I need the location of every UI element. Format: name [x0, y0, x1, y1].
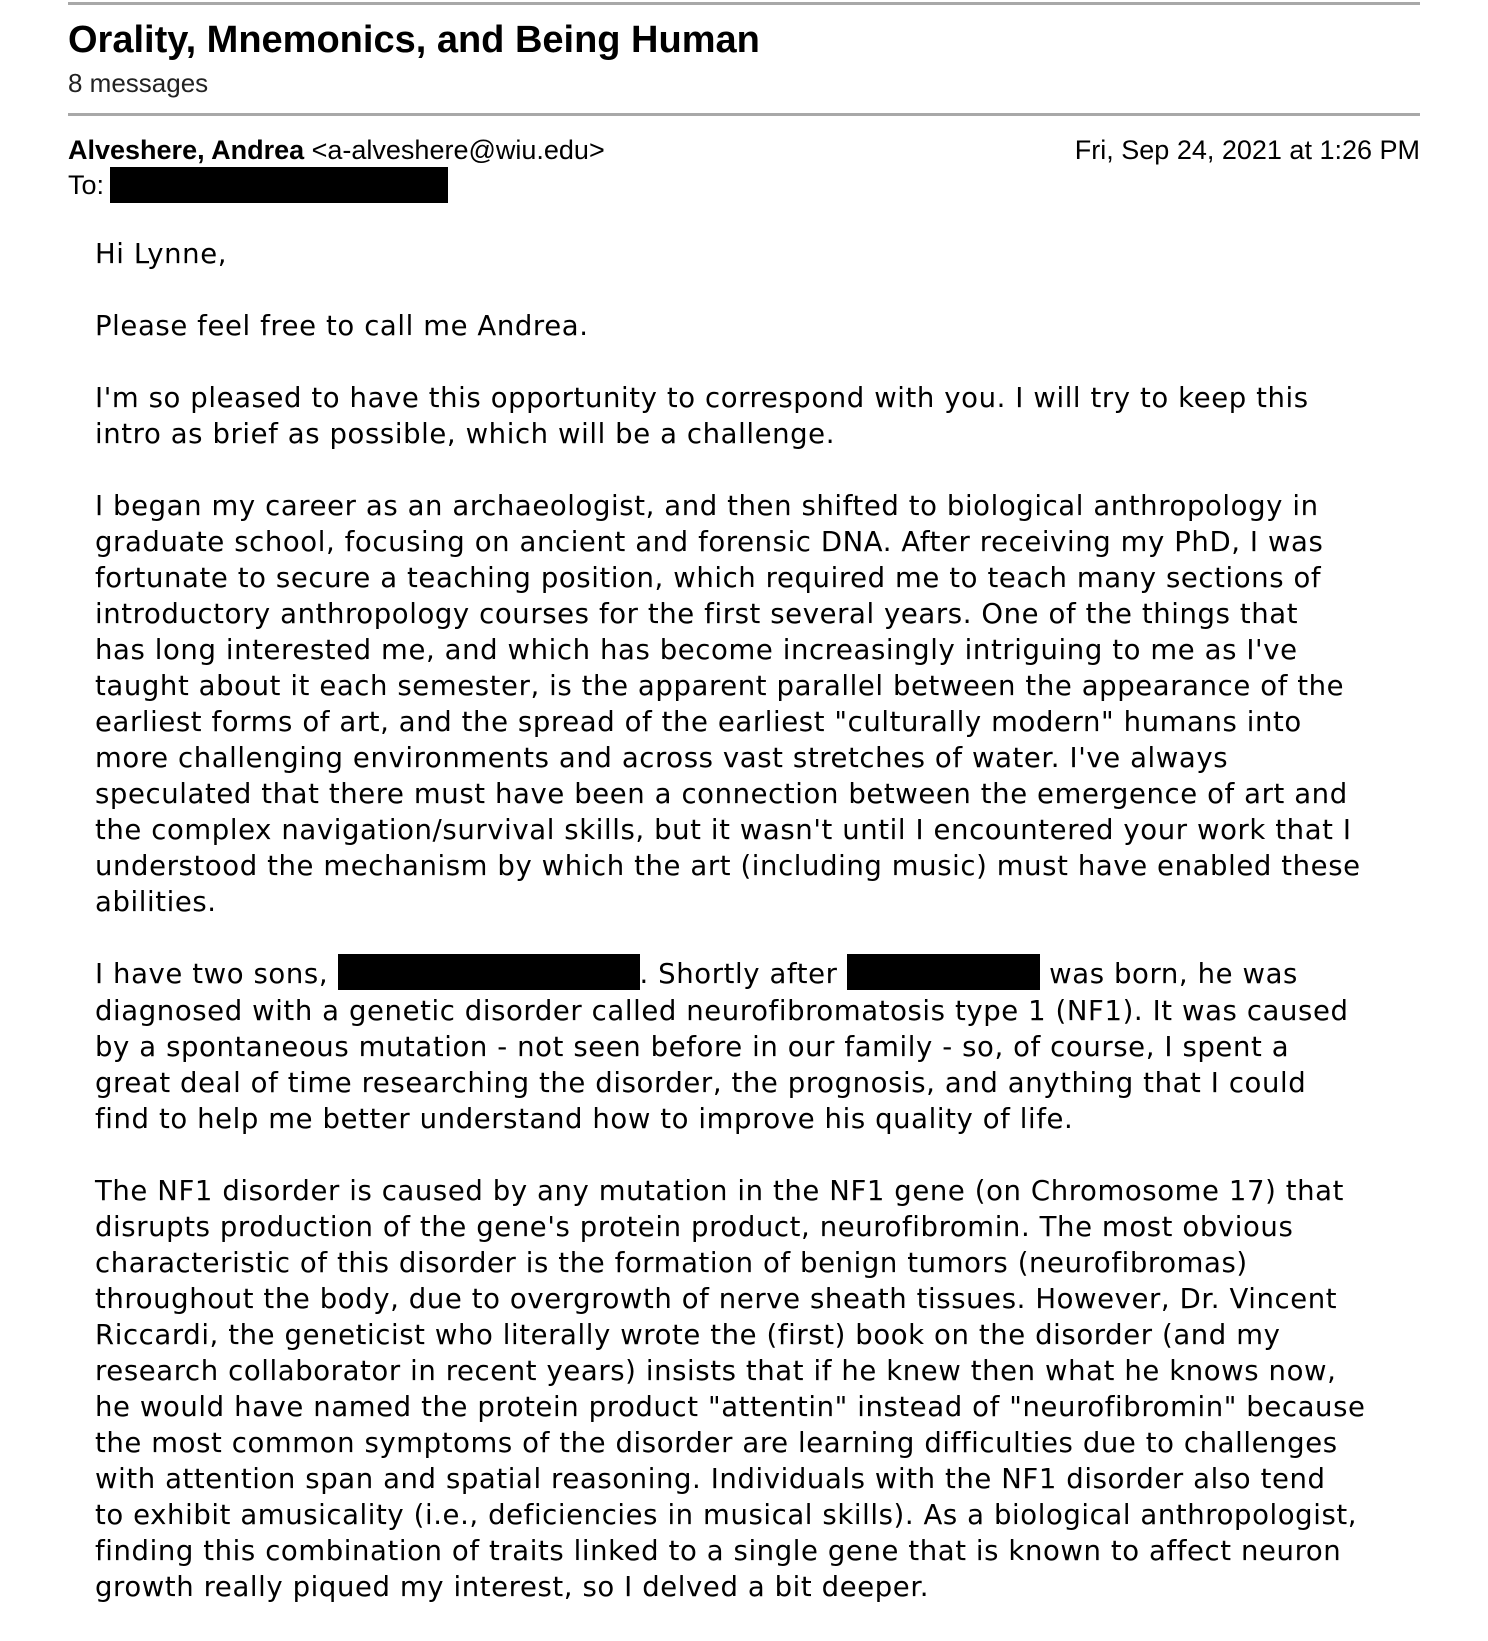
- body-line: by a spontaneous mutation - not seen before in our family - so, of course, I spent a: [95, 1031, 1290, 1063]
- paragraph-5: [95, 1173, 1435, 1605]
- message-body: [95, 236, 1435, 1641]
- text-segment: was born, he was: [1039, 958, 1298, 990]
- top-divider: [68, 2, 1420, 5]
- body-line: find to help me better understand how to improve his quality of life.: [95, 1103, 1074, 1135]
- body-line: fortunate to secure a teaching position, which required me to teach many sections of: [95, 562, 1322, 594]
- body-line: graduate school, focusing on ancient and forensic DNA. After receiving my PhD, I was: [95, 526, 1324, 558]
- text-segment: I have two sons,: [95, 958, 338, 990]
- thread-subject: Orality, Mnemonics, and Being Human: [68, 19, 760, 61]
- body-line: throughout the body, due to overgrowth of nerve sheath tissues. However, Dr. Vincent: [95, 1283, 1338, 1315]
- body-line: he would have named the protein product "attentin" instead of "neurofibromin" because: [95, 1391, 1366, 1423]
- body-line: [95, 956, 1435, 993]
- body-line: more challenging environments and across vast stretches of water. I've always: [95, 742, 1229, 774]
- body-line: with attention span and spatial reasoning. Individuals with the NF1 disorder also tend: [95, 1463, 1326, 1495]
- body-line: introductory anthropology courses for the first several years. One of the things that: [95, 598, 1299, 630]
- body-line: great deal of time researching the disorder, the prognosis, and anything that I could: [95, 1067, 1307, 1099]
- sender-email: <a-alveshere@wiu.edu>: [311, 135, 605, 165]
- header-divider: [68, 113, 1420, 116]
- body-line: abilities.: [95, 886, 217, 918]
- body-line: earliest forms of art, and the spread of the earliest "culturally modern" humans into: [95, 706, 1302, 738]
- sender-name: Alveshere, Andrea: [68, 135, 305, 165]
- body-line: intro as brief as possible, which will be a challenge.: [95, 418, 836, 450]
- paragraph-1: Please feel free to call me Andrea.: [95, 310, 589, 342]
- body-line: I began my career as an archaeologist, and then shifted to biological anthropology in: [95, 490, 1319, 522]
- paragraph-2: [95, 380, 1435, 452]
- redacted-name: [847, 954, 1040, 990]
- body-line: the complex navigation/survival skills, but it wasn't until I encountered your work that I: [95, 814, 1352, 846]
- body-line: diagnosed with a genetic disorder called neurofibromatosis type 1 (NF1). It was caused: [95, 995, 1349, 1027]
- body-line: to exhibit amusicality (i.e., deficiencies in musical skills). As a biological anthropologist,: [95, 1499, 1358, 1531]
- body-line: understood the mechanism by which the art (including music) must have enabled these: [95, 850, 1361, 882]
- paragraph-3: [95, 488, 1435, 920]
- body-line: disrupts production of the gene's protein product, neurofibromin. The most obvious: [95, 1211, 1294, 1243]
- body-line: The NF1 disorder is caused by any mutation in the NF1 gene (on Chromosome 17) that: [95, 1175, 1344, 1207]
- redacted-recipient: [110, 167, 448, 203]
- sender-line: [68, 133, 605, 167]
- paragraph-4: [95, 956, 1435, 1137]
- body-line: speculated that there must have been a connection between the emergence of art and: [95, 778, 1348, 810]
- recipient-line: [68, 168, 448, 205]
- body-line: taught about it each semester, is the apparent parallel between the appearance of the: [95, 670, 1345, 702]
- body-line: the most common symptoms of the disorder are learning difficulties due to challenges: [95, 1427, 1338, 1459]
- text-segment: . Shortly after: [639, 958, 847, 990]
- message-date: Fri, Sep 24, 2021 at 1:26 PM: [1074, 135, 1420, 165]
- body-line: growth really piqued my interest, so I delved a bit deeper.: [95, 1571, 930, 1603]
- body-line: research collaborator in recent years) insists that if he knew then what he knows now,: [95, 1355, 1337, 1387]
- redacted-names: [338, 954, 640, 990]
- body-line: I'm so pleased to have this opportunity to correspond with you. I will try to keep this: [95, 382, 1309, 414]
- body-line: Riccardi, the geneticist who literally wrote the (first) book on the disorder (and my: [95, 1319, 1281, 1351]
- message-count: 8 messages: [68, 68, 209, 98]
- body-line: has long interested me, and which has become increasingly intriguing to me as I've: [95, 634, 1298, 666]
- body-line: finding this combination of traits linked to a single gene that is known to affect neuron: [95, 1535, 1342, 1567]
- greeting: Hi Lynne,: [95, 238, 228, 270]
- to-label: To:: [68, 170, 105, 200]
- body-line: characteristic of this disorder is the formation of benign tumors (neurofibromas): [95, 1247, 1248, 1279]
